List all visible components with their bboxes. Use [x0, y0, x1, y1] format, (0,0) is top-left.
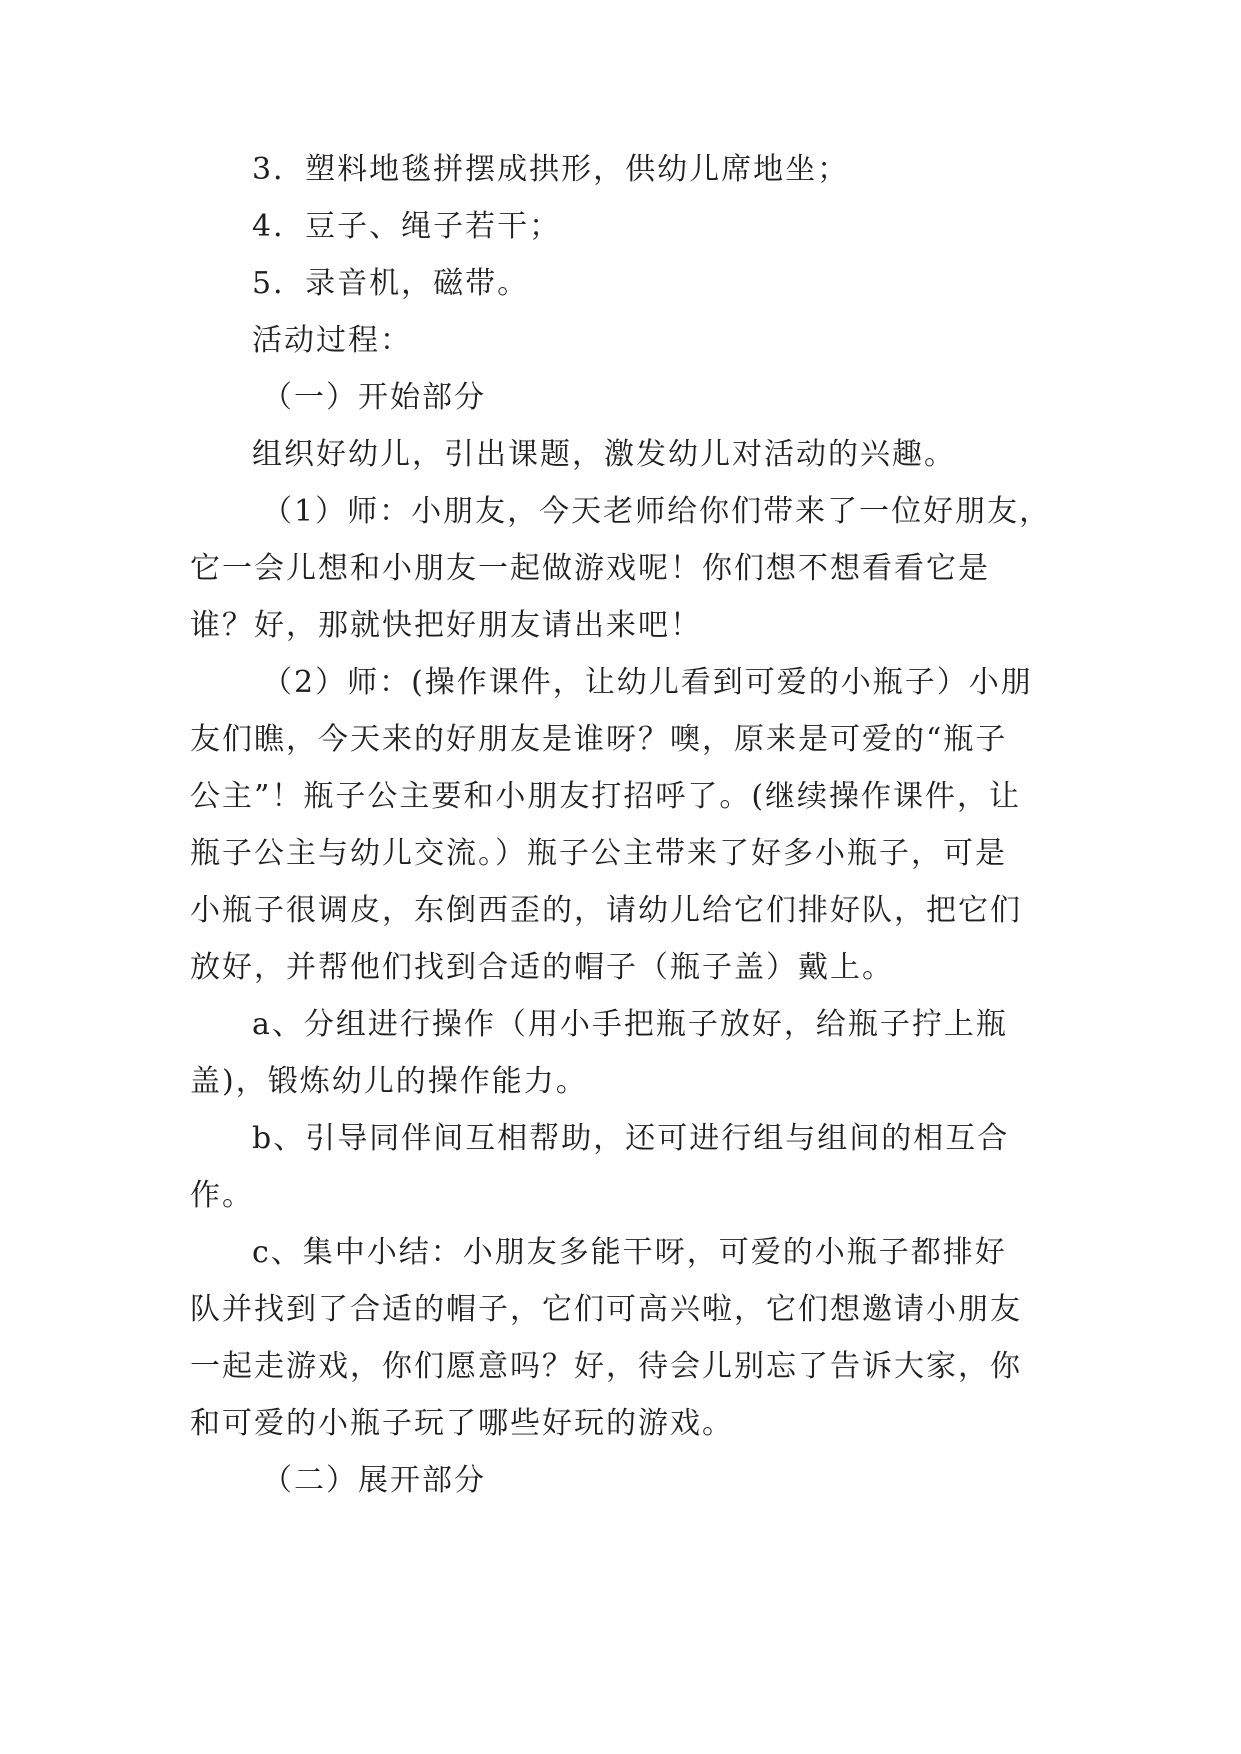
list-item-4: 4．豆子、绳子若干； [252, 209, 562, 244]
paragraph-line: 谁？好，那就快把好朋友请出来吧！ [190, 608, 702, 643]
paragraph-line: 公主”！瓶子公主要和小朋友打招呼了。(继续操作课件，让 [190, 779, 1022, 814]
paragraph-line: （2）师：(操作课件，让幼儿看到可爱的小瓶子）小朋 [262, 665, 1033, 700]
list-item-3: 3．塑料地毯拼摆成拱形，供幼儿席地坐； [252, 152, 850, 187]
paragraph-line: 组织好幼儿，引出课题，激发幼儿对活动的兴趣。 [252, 437, 956, 472]
paragraph-line: 小瓶子很调皮，东倒西歪的，请幼儿给它们排好队，把它们 [190, 893, 1022, 928]
section-heading-expand: （二）展开部分 [262, 1463, 486, 1498]
paragraph-line: 队并找到了合适的帽子，它们可高兴啦，它们想邀请小朋友 [190, 1292, 1022, 1327]
paragraph-line: a、分组进行操作（用小手把瓶子放好，给瓶子拧上瓶 [252, 1007, 1008, 1042]
paragraph-line: b、引导同伴间互相帮助，还可进行组与组间的相互合 [252, 1121, 1010, 1156]
paragraph-line: （1）师：小朋友，今天老师给你们带来了一位好朋友， [262, 494, 1052, 529]
paragraph-line: 盖)，锻炼幼儿的操作能力。 [190, 1064, 588, 1099]
paragraph-line: 它一会儿想和小朋友一起做游戏呢！你们想不想看看它是 [190, 551, 990, 586]
paragraph-line: c、集中小结：小朋友多能干呀，可爱的小瓶子都排好 [252, 1235, 1007, 1270]
paragraph-line: 和可爱的小瓶子玩了哪些好玩的游戏。 [190, 1406, 734, 1441]
section-heading-process: 活动过程： [252, 323, 412, 358]
paragraph-line: 友们瞧，今天来的好朋友是谁呀？噢，原来是可爱的“瓶子 [190, 722, 1008, 757]
paragraph-line: 放好，并帮他们找到合适的帽子（瓶子盖）戴上。 [190, 950, 894, 985]
paragraph-line: 作。 [190, 1178, 254, 1213]
list-item-5: 5．录音机，磁带。 [252, 266, 530, 301]
paragraph-line: 瓶子公主与幼儿交流。）瓶子公主带来了好多小瓶子，可是 [190, 836, 1007, 871]
section-heading-start: （一）开始部分 [262, 380, 486, 415]
paragraph-line: 一起走游戏，你们愿意吗？好，待会儿别忘了告诉大家，你 [190, 1349, 1022, 1384]
